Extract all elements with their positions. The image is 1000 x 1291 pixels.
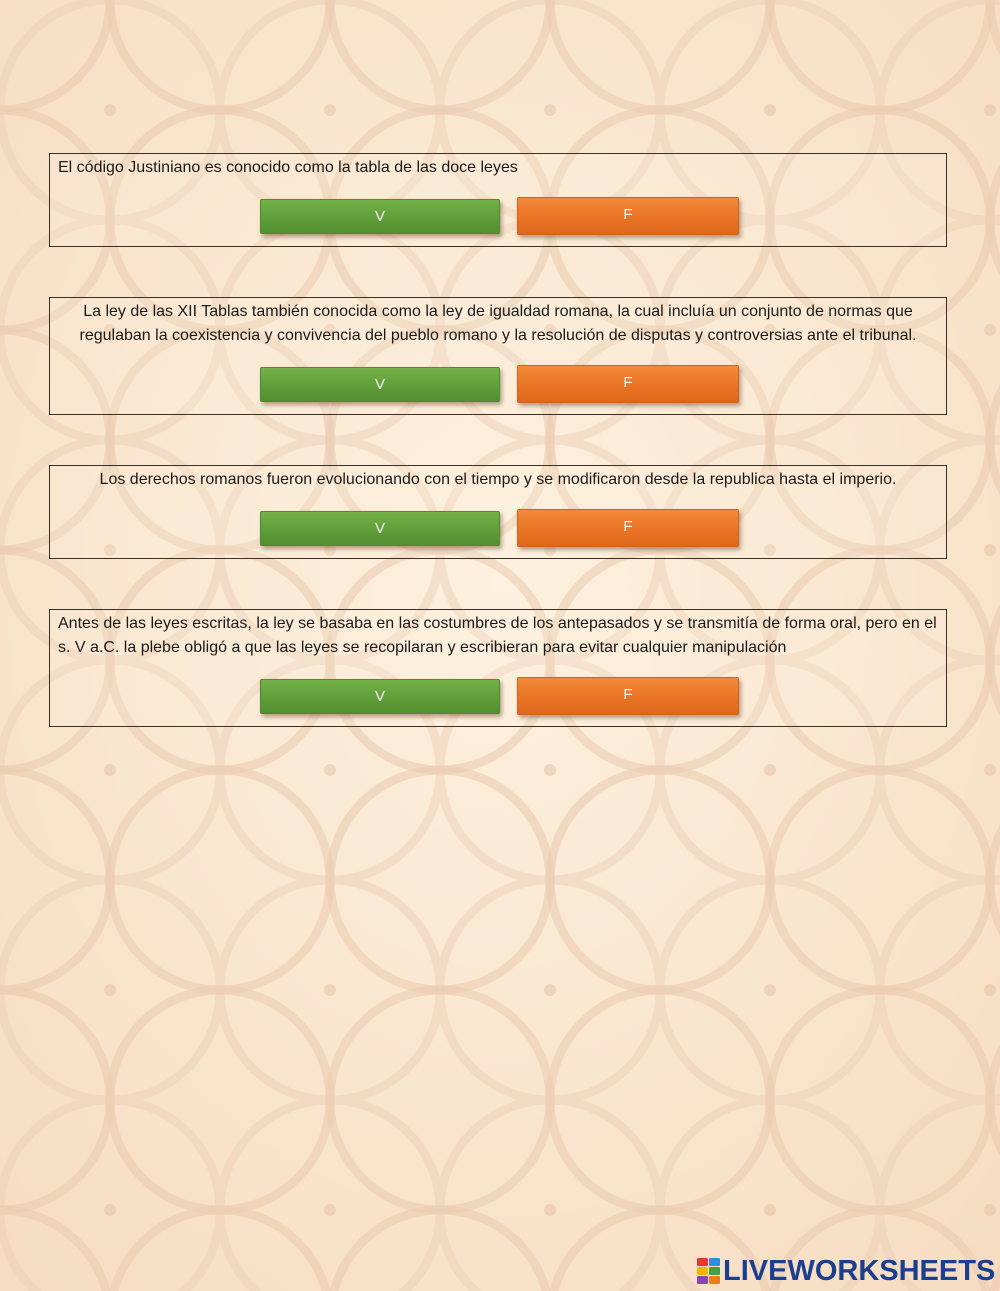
question-card	[49, 609, 947, 727]
true-button[interactable]: V	[260, 367, 500, 402]
question-text: La ley de las XII Tablas también conocida como la ley de igualdad romana, la cual incluía un conjunto de normas que regulaban la coexistencia y convivencia del pueblo romano y la resolución de disputas y controversias ante el tribunal.	[79, 303, 917, 344]
question-card	[49, 153, 947, 247]
liveworksheets-blocks-icon	[697, 1258, 720, 1284]
question-card	[49, 465, 947, 559]
question-text: El código Justiniano es conocido como la tabla de las doce leyes	[58, 159, 518, 176]
false-button[interactable]: F	[517, 677, 739, 715]
liveworksheets-logo[interactable]	[697, 1256, 995, 1286]
question-card	[49, 297, 947, 415]
true-button[interactable]: V	[260, 679, 500, 714]
false-button[interactable]: F	[517, 197, 739, 235]
question-text: Antes de las leyes escritas, la ley se basaba en las costumbres de los antepasados y se transmitía de forma oral, pero en el s. V a.C. la plebe obligó a que las leyes se recopilaran y escribieran para evitar cualquier manipulación	[58, 615, 937, 656]
false-button[interactable]: F	[517, 365, 739, 403]
true-button[interactable]: V	[260, 511, 500, 546]
false-button[interactable]: F	[517, 509, 739, 547]
logo-text: LIVEWORKSHEETS	[723, 1254, 996, 1287]
true-button[interactable]: V	[260, 199, 500, 234]
question-text: Los derechos romanos fueron evolucionando con el tiempo y se modificaron desde la republica hasta el imperio.	[99, 471, 897, 488]
